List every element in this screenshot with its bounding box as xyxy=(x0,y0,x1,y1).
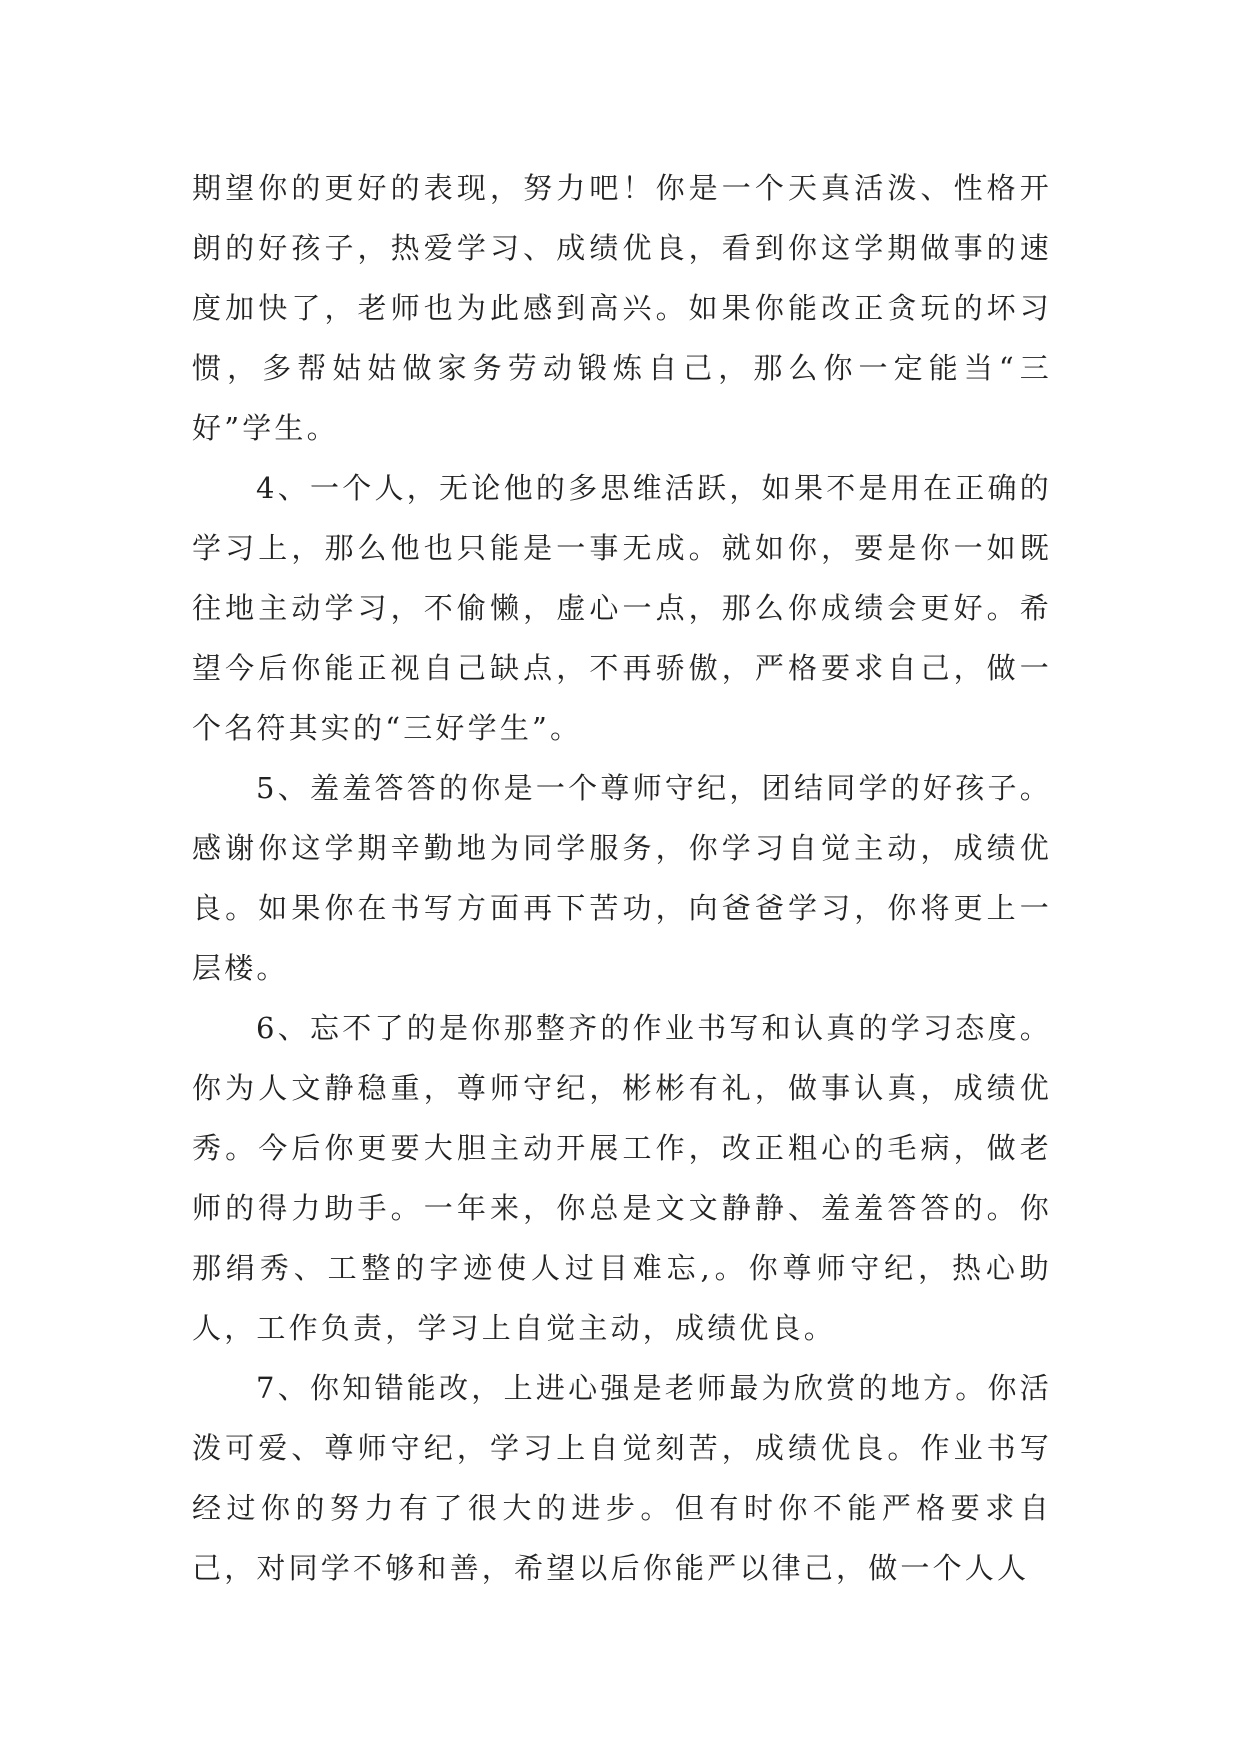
paragraph-5: 7、你知错能改，上进心强是老师最为欣赏的地方。你活泼可爱、尊师守纪，学习上自觉刻苦，成绩优良。作业书写经过你的努力有了很大的进步。但有时你不能严格要求自己，对同学不够和善，希望以后你能严以律己，做一个人人 xyxy=(192,1371,1052,1585)
paragraph-2: 4、一个人，无论他的多思维活跃，如果不是用在正确的学习上，那么他也只能是一事无成。就如你，要是你一如既往地主动学习，不偷懒，虚心一点，那么你成绩会更好。希望今后你能正视自己缺点，不再骄傲，严格要求自己，做一个名符其实的“三好学生”。 xyxy=(192,471,1052,745)
paragraph-1: 期望你的更好的表现，努力吧！你是一个天真活泼、性格开朗的好孩子，热爱学习、成绩优良，看到你这学期做事的速度加快了，老师也为此感到高兴。如果你能改正贪玩的坏习惯，多帮姑姑做家务劳动锻炼自己，那么你一定能当“三好”学生。 xyxy=(192,171,1052,445)
document-body xyxy=(192,158,1052,1598)
paragraph-3: 5、羞羞答答的你是一个尊师守纪，团结同学的好孩子。感谢你这学期辛勤地为同学服务，你学习自觉主动，成绩优良。如果你在书写方面再下苦功，向爸爸学习，你将更上一层楼。 xyxy=(192,771,1052,985)
paragraph-4: 6、忘不了的是你那整齐的作业书写和认真的学习态度。你为人文静稳重，尊师守纪，彬彬有礼，做事认真，成绩优秀。今后你更要大胆主动开展工作，改正粗心的毛病，做老师的得力助手。一年来，你总是文文静静、羞羞答答的。你那绢秀、工整的字迹使人过目难忘,。你尊师守纪，热心助人，工作负责，学习上自觉主动，成绩优良。 xyxy=(192,1011,1052,1345)
